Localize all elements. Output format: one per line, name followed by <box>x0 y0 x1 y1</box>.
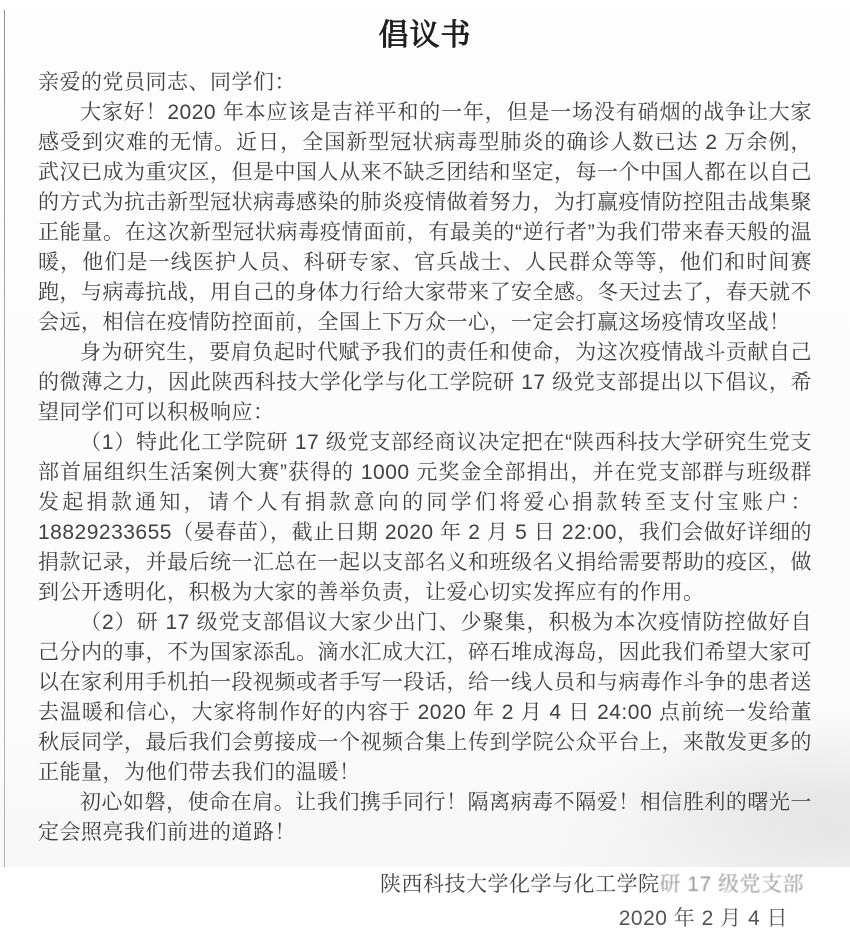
signature-branch-faded: 研 17 级党支部 <box>659 873 804 896</box>
scanned-document-page <box>0 10 850 930</box>
paragraph-purpose: 身为研究生，要肩负起时代赋予我们的责任和使命，为这次疫情战斗贡献自己的微薄之力，因此陕西科技大学化学与化工学院研 17 级党支部提出以下倡议，希望同学们可以积极响应： <box>38 341 812 424</box>
paragraph-proposal-1-donation: （1）特此化工学院研 17 级党支部经商议决定把在“陕西科技大学研究生党支部首届组织生活案例大赛”获得的 1000 元奖金全部捐出，并在党支部群与班级群发起捐款通知，请个人有捐款意向的同学们将爱心捐款转至支付宝账户：18829233655（晏春苗），截止日期 2020 年 2 月 5 日 22:00，我们会做好详细的捐款记录，并最后统一汇总在一起以支部名义和班级名义捐给需要帮助的疫区，做到公开透明化，积极为大家的善举负责，让爱心切实发挥应有的作用。 <box>38 431 812 604</box>
paragraph-proposal-2-video: （2）研 17 级党支部倡议大家少出门、少聚集，积极为本次疫情防控做好自己分内的事，不为国家添乱。滴水汇成大江，碎石堆成海岛，因此我们希望大家可以在家利用手机拍一段视频或者手写一段话，给一线人员和与病毒作斗争的患者送去温暖和信心，大家将制作好的内容于 2020 年 2 月 4 日 24:00 点前统一发给董秋辰同学，最后我们会剪接成一个视频合集上传到学院公众平台上，来散发更多的正能量，为他们带去我们的温暖！ <box>38 611 812 784</box>
document-body <box>0 68 850 936</box>
signature-org: 陕西科技大学化学与化工学院 <box>379 873 660 896</box>
document-title: 倡议书 <box>378 19 472 52</box>
signature-line <box>38 868 812 902</box>
scan-edge-line <box>4 10 5 867</box>
salutation: 亲爱的党员同志、同学们： <box>38 71 296 94</box>
paragraph-closing: 初心如磐，使命在肩。让我们携手同行！隔离病毒不隔爱！相信胜利的曙光一定会照亮我们前进的道路！ <box>38 791 812 844</box>
paragraph-intro: 大家好！2020 年本应该是吉祥平和的一年，但是一场没有硝烟的战争让大家感受到灾难的无情。近日，全国新型冠状病毒型肺炎的确诊人数已达 2 万余例，武汉已成为重灾区，但是中国人从来不缺乏团结和坚定，每一个中国人都在以自己的方式为抗击新型冠状病毒感染的肺炎疫情做着努力，为打赢疫情防控阻击战集聚正能量。在这次新型冠状病毒疫情面前，有最美的“逆行者”为我们带来春天般的温暖，他们是一线医护人员、科研专家、官兵战士、人民群众等等，他们和时间赛跑，与病毒抗战，用自己的身体力行给大家带来了安全感。冬天过去了，春天就不会远，相信在疫情防控面前，全国上下万众一心，一定会打赢这场疫情攻坚战！ <box>38 101 812 334</box>
date-line: 2020 年 2 月 4 日 <box>618 907 788 930</box>
